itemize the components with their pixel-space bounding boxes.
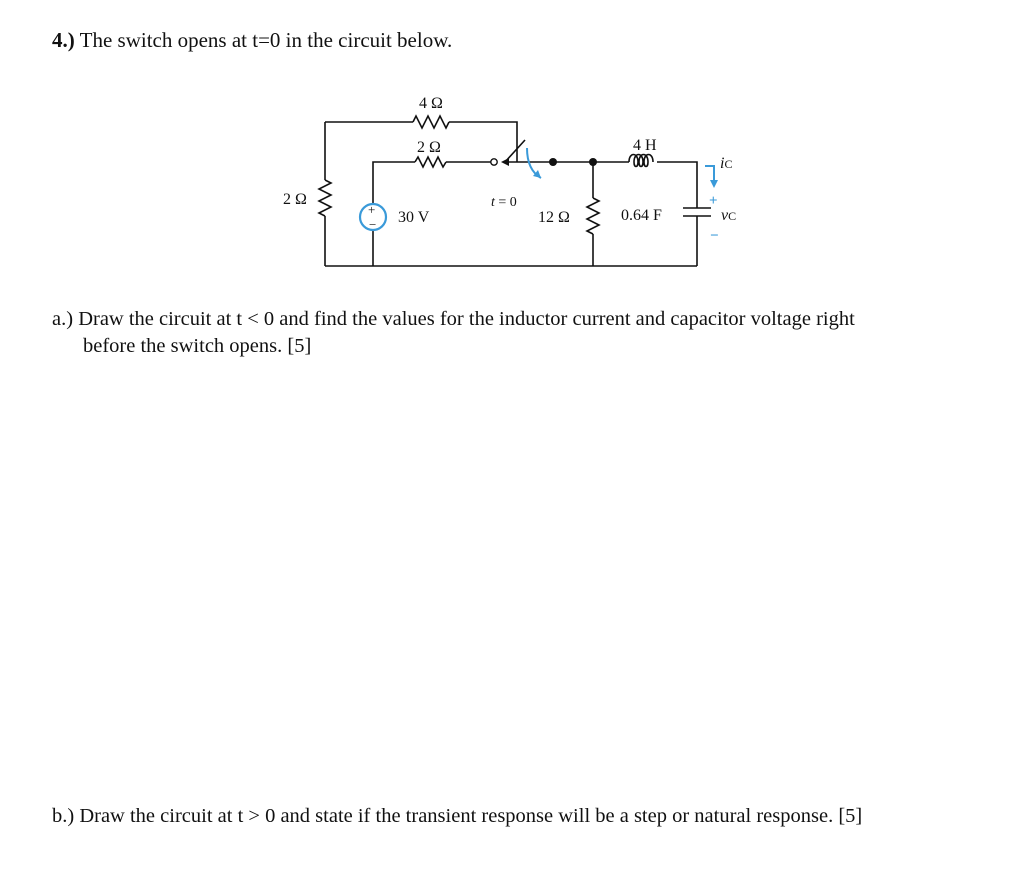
label-r-top: 4 Ω xyxy=(419,95,443,112)
label-ic xyxy=(720,155,732,172)
wire-top-right xyxy=(449,122,517,162)
label-inductor: 4 H xyxy=(633,137,657,154)
node-junction xyxy=(589,158,597,166)
resistor-2ohm-left xyxy=(319,180,331,216)
label-vc-main: v xyxy=(721,207,729,224)
label-switch-time xyxy=(491,195,517,210)
circuit-diagram xyxy=(265,80,765,275)
label-ic-sub: C xyxy=(724,157,733,171)
switch-left-arrowhead xyxy=(501,158,509,166)
label-vc xyxy=(721,207,736,224)
label-switch-t: t xyxy=(491,195,495,210)
wire-mid-left xyxy=(373,162,415,205)
part-a-line1: Draw the circuit at t < 0 and find the values for the inductor current and capacitor voltage right xyxy=(78,308,855,330)
label-vc-sub: C xyxy=(728,209,737,223)
label-switch-eq: = 0 xyxy=(494,195,517,210)
switch-pivot-node xyxy=(549,158,557,166)
ic-arrowhead xyxy=(710,180,718,188)
label-source-voltage: 30 V xyxy=(398,209,430,226)
question-heading xyxy=(52,28,452,53)
part-b-text: Draw the circuit at t > 0 and state if the transient response will be a step or natural response. [5] xyxy=(79,805,863,827)
label-r-mid: 2 Ω xyxy=(417,139,441,156)
label-capacitor: 0.64 F xyxy=(621,207,662,224)
part-a-label: a.) xyxy=(52,308,74,330)
switch-open-terminal xyxy=(491,159,497,165)
label-r-12: 12 Ω xyxy=(538,209,570,226)
source-minus: − xyxy=(369,217,377,232)
resistor-2ohm-mid xyxy=(415,157,446,167)
question-number: 4.) xyxy=(52,28,75,52)
resistor-4ohm-top xyxy=(413,116,449,128)
part-b xyxy=(52,803,1012,830)
label-r-left: 2 Ω xyxy=(283,191,307,208)
ic-arrow xyxy=(705,166,714,182)
part-b-label: b.) xyxy=(52,805,75,827)
cap-plus: + xyxy=(709,193,718,209)
label-ic-main: i xyxy=(720,155,725,172)
source-plus: + xyxy=(368,202,376,217)
question-text: The switch opens at t=0 in the circuit below. xyxy=(79,28,453,52)
resistor-12ohm xyxy=(587,198,599,234)
part-a xyxy=(52,306,1012,360)
part-a-line2: before the switch opens. [5] xyxy=(83,335,312,357)
inductor-coil xyxy=(629,155,653,167)
wire-inductor-right xyxy=(657,162,697,208)
cap-minus: − xyxy=(710,228,719,244)
